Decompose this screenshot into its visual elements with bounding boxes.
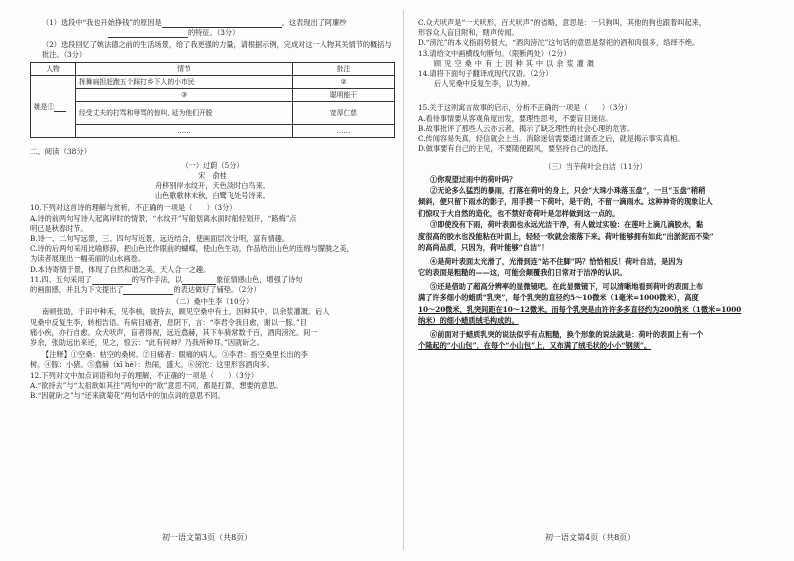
article-para: 它的表面是粗糙的——这，可能会颠覆我们日常对于洁净的认识。 [418, 268, 627, 278]
poem-line: 山色歌歌林未秋，白鹭飞处号诗来。 [154, 191, 270, 201]
article-para: 倾斜，便只留下雨水的影子，用手摸一下荷叶，是干的，不留一滴雨水。这种神奇的现象让人 [418, 197, 713, 207]
left-page [30, 0, 395, 561]
option-line: 形容众人盲目附和，瞎声传闻。 [418, 28, 519, 38]
page-divider [403, 10, 404, 550]
poem-title: （一）过蔚（5分） [181, 160, 244, 170]
table-cell: 聪明能干 [293, 89, 395, 102]
notes-line: 树。④豚：小猪。⑤翕赫（xī hè）：热闹，盛大。⑥滂沱：这里形容酒肉多。 [30, 360, 274, 370]
option-line[interactable]: A.诗的前两句写诗人起离岸时的情景，“水纹开”写船划离水面时船轻划开，“路梅”点 [30, 213, 297, 223]
article-para: 满了许多细小的蜡质“乳突”，每个乳突的直径约5～10微米（1毫米=1000微米），高度 [418, 293, 699, 303]
q-tail-1: （1）选段中“我也开始挣钱”的原因是 ，这表现出了阿廉纱 [42, 18, 347, 27]
table-cell: ② [293, 76, 395, 89]
prose-line: 痛小疾，亦行自愈。众犬吠声，盲者得视，远近翕赫，其下车骑常数千百，酒肉滂沱。间一 [30, 327, 318, 337]
article-para: ③即使没有下雨，荷叶表面也永远光洁干净，有人做过实验：在莲叶上滴几滴胶水，黏 [430, 220, 704, 230]
q14-text: 后人见桑中反复生李，以为神。 [434, 79, 535, 89]
poem-line: 舟移别岸水纹开，天色淡时白鸟来。 [154, 181, 270, 191]
option-line: 明已是秋春时节。 [30, 223, 88, 233]
article-para-underlined: 个隆起的“小山包”，在每个“小山包”上，又布满了绒毛状的小小“钢须”。 [418, 341, 652, 351]
option-line[interactable]: D.“滂沱”的本义指雨势很大，“酒肉滂沱”这句话的意思是祭祀的酒和肉很多，络绎不绝。 [418, 38, 700, 48]
article-para-underlined: 纳米）的细小蜡质绒毛构成的。 [418, 316, 519, 326]
summary-table [30, 62, 395, 138]
prose-title: （二）桑中生李（10分） [171, 297, 254, 307]
question-14: 14.请将下面句子翻译成现代汉语。（2分） [418, 69, 553, 79]
option-line[interactable]: C.诗的后两句采用比喻修辞，把山色比作眼前的蝴蝶，使山色生动，作品给出山色的连绵与朦胧之美， [30, 244, 354, 254]
q-tail-2: 的特征。（3分） [30, 28, 395, 38]
table-person-cell: 姚是① [31, 76, 76, 138]
article-para: ①你观望过雨中的荷叶吗？ [430, 174, 517, 184]
option-line[interactable]: B.“因就斫之”与“还来就菊花”两句话中的加点词的意思不同。 [30, 391, 225, 401]
article-para: ②无论多么猛烈的暴雨，打落在荷叶的身上，只会“大珠小珠落玉盘”，一旦“玉盘”稍稍 [430, 185, 706, 195]
poem-author: 宋 俞桂 [198, 170, 227, 180]
option-line[interactable]: B.故事批评了那些人云亦云者，揭示了缺乏理性的社会心理的危害。 [418, 123, 635, 133]
question-15: 15.关于这则寓言故事的启示，分析不正确的一项是（ ）（3分） [418, 103, 632, 113]
table-cell: ③ [76, 89, 293, 102]
option-line: 为读者展现出一幅美丽的山水画卷。 [30, 254, 146, 264]
table-cell: 经受丈夫的打骂和辱骂的惊叫, 延为他们开脱 [76, 102, 293, 125]
prose-line: 岁余，张助远出来还，见之，惊云：“此有何神？乃我所种耳。”因就斫之。 [30, 338, 264, 348]
article-para: 度很高的胶水也没能粘在叶面上，轻轻一吹就会滚落下来。荷叶能够拥有如此“出淤泥而不染” [418, 231, 714, 241]
right-page [418, 0, 773, 561]
table-header: 情节 [76, 63, 293, 76]
prose-line: 南顿张助，于田中种禾，见李核，欲持去，顾见空桑中有土，因种其中，以余浆灌溉。后人 [42, 307, 330, 317]
section-heading: （三）当芋荷叶会自洁（11分） [544, 162, 647, 172]
option-line[interactable]: D.本诗寄情于景，体现了自然和谐之美，天人合一之趣。 [30, 264, 211, 274]
q-tail-3: （2）选段回忆了姚法德之前的生活场景，给了我更强的力量，请根据示例，完成对这一人物其关情节的概括与批注。（3分） [42, 40, 392, 60]
answer-blank[interactable] [108, 37, 188, 38]
page-footer-left: 初一语文第3页（共8页） [162, 533, 253, 542]
option-line[interactable]: A.“欲持去”与“太祖欲如其往”两句中的“欲”意思不同，都是打算，想要的意思。 [30, 380, 283, 390]
question-13: 13.请给文中画横线句断句。（限断两处）（2分） [418, 48, 571, 58]
answer-blank[interactable] [123, 294, 173, 295]
notes-line: 【注释】①空桑：枯空的桑树。②目痛者：眼痛的病人。③李君：指空桑里长出的李 [42, 350, 308, 360]
question-10: 10.下列对这首诗的理解与赏析，不正确的一项是（ ）（3分） [30, 203, 237, 213]
prose-line: 见桑中反复生李，转相告语。有病目痛者，息阴下，言：“李君令我目愈，谢以一豚。”目 [30, 317, 307, 327]
question-12: 12.下列对文中加点词语和句子的理解，不正确的一项是（ ）（3分） [30, 370, 259, 380]
article-para: 们惊叹于大自然的造化，也不禁好奇荷叶是怎样做到这一点的。 [418, 208, 620, 218]
table-header: 批注 [293, 63, 395, 76]
question-11-cont: 的画面感，并且为下文提出了 的表达做好了铺垫。（2分） [30, 285, 261, 295]
table-cell: 宽厚仁慈 [293, 102, 395, 125]
article-para: 的高尚品质，只因为，荷叶能够“自洁”！ [418, 243, 549, 253]
table-header: 人物 [31, 63, 76, 76]
table-cell: …… [293, 125, 395, 138]
option-line[interactable]: D.做事要有自己的主见，不要随便跟风，要坚持自己的选择。 [418, 144, 613, 154]
article-para: ⑥前面对于蜡质乳突的说法似乎有点粗糙，换个形象的说法就是：荷叶的表面上有一个 [430, 329, 704, 339]
section-heading: 二、阅读（38分） [30, 147, 92, 157]
question-11: 11.四、五句采用了 的写作手法，以 象征情感山色，增强了诗句 [30, 274, 303, 284]
option-line[interactable]: B.诗一、二句写远景，三、四句写近景，远近结合，使画面层次分明，富有情趣。 [30, 234, 290, 244]
article-para-underlined: 10～20微米，乳突间距在10～12微米。而每个乳突是由许许多多直径约为200纳米（1微米=1000 [418, 304, 742, 314]
article-para: ⑤还是借助了超高分辨率的显微镜吧。在此显微镜下，可以清晰地看到荷叶的表面上布 [430, 281, 704, 291]
option-line[interactable]: C.众犬吠声是“一犬吠形，百犬吠声”的省略，意思是：一只狗叫，其他的狗也跟着叫起来， [418, 18, 707, 27]
table-cell: …… [76, 125, 293, 138]
table-cell: 挥舞扁担赶跑五个踩打乡下人的小市民 [76, 76, 293, 89]
article-para: ④是荷叶表面太光滑了，光滑到连“站不住脚”吗？恰恰相反！荷叶自洁，是因为 [430, 256, 683, 266]
q13-text[interactable]: 顾见空桑中有土因种其中以余浆灌溉 [434, 58, 598, 68]
option-line[interactable]: C.传闻容易失真，轻信就会上当。消除迷信需要通过调查之后，就是揭示事实真相。 [418, 134, 685, 144]
option-line[interactable]: A.看待事情要从客观角度出发，要理性思考，不要盲目迷信。 [418, 113, 613, 123]
page-footer-right: 初一语文第4页（共8页） [545, 533, 636, 542]
